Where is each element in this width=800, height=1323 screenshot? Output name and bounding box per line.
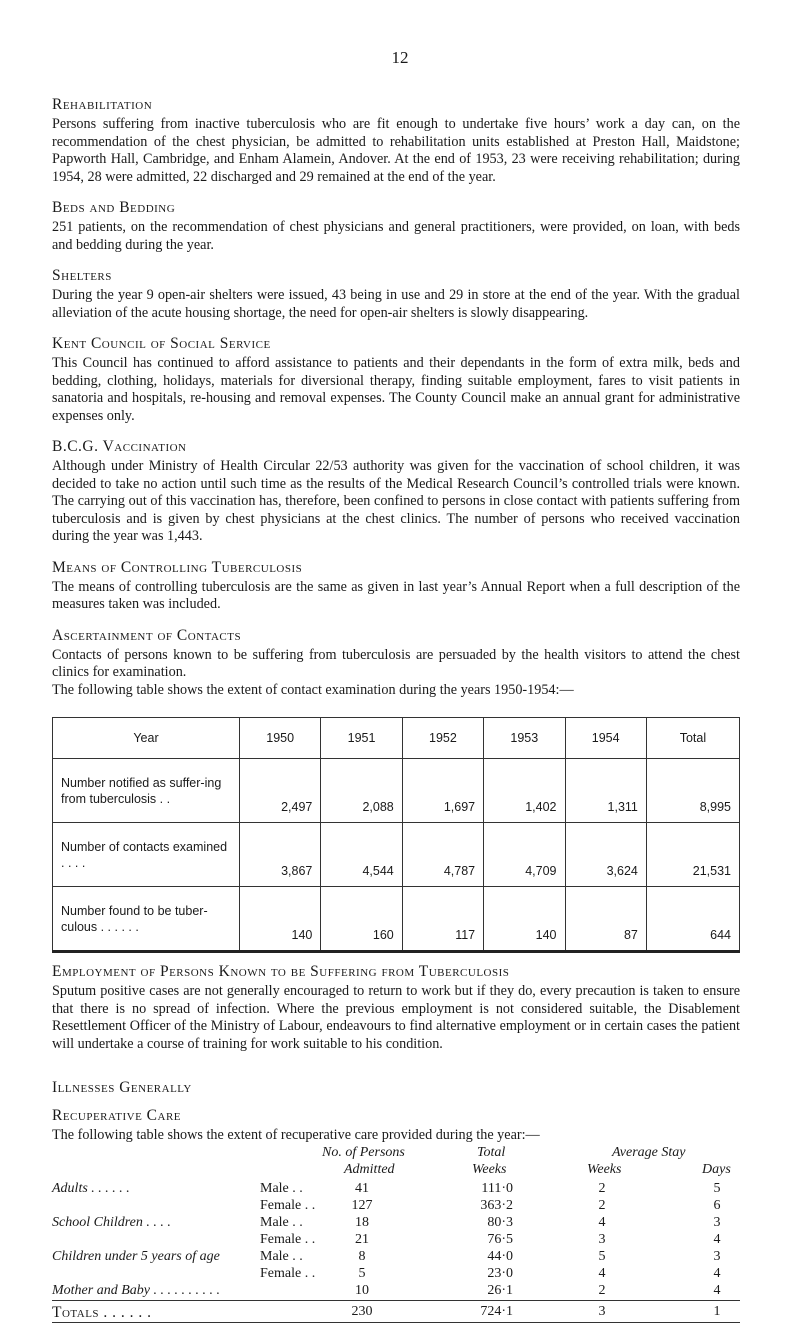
col-header-weeks: Weeks [472, 1161, 507, 1177]
row-avg-weeks: 2 [598, 1180, 606, 1196]
table-cell: 2,497 [240, 759, 321, 823]
section-heading: Shelters [52, 267, 112, 284]
row-avg-days: 3 [713, 1214, 721, 1230]
section-heading: Beds and Bedding [52, 199, 176, 216]
table-header-1952: 1952 [402, 718, 483, 759]
section-heading: Means of Controlling Tuberculosis [52, 558, 303, 576]
totals-persons: 230 [351, 1303, 373, 1319]
col-header-average-stay: Average Stay [612, 1144, 686, 1160]
row-total-weeks: 111·0 [481, 1180, 513, 1196]
row-avg-days: 5 [713, 1180, 721, 1196]
table-cell: 2,088 [321, 759, 402, 823]
row-label: Number found to be tuber-culous . . . . . . [53, 887, 240, 952]
row-total-weeks: 44·0 [487, 1248, 513, 1264]
section-recuperative-care [52, 1107, 740, 1322]
recuperative-table [52, 1145, 740, 1322]
row-category: Adults . . . . . . [52, 1180, 130, 1196]
section-text-table-intro: The following table shows the extent of contact examination during the years 1950-1954:— [52, 681, 574, 698]
table-row [53, 887, 740, 952]
table-row [52, 1249, 740, 1266]
row-avg-weeks: 3 [598, 1231, 606, 1247]
table-cell: 3,867 [240, 823, 321, 887]
section-ascertainment-of-contacts [52, 627, 740, 700]
totals-row [52, 1300, 740, 1322]
totals-weeks: 724·1 [480, 1303, 513, 1319]
section-rehabilitation [52, 96, 740, 186]
row-sex: Male . . [260, 1180, 303, 1196]
col-header-persons: No. of Persons [322, 1144, 405, 1160]
table-row [52, 1215, 740, 1232]
table-row [52, 1198, 740, 1215]
table-cell: 87 [565, 887, 646, 952]
col-header-avg-days: Days [702, 1161, 731, 1177]
table-cell: 117 [402, 887, 483, 952]
table-header-1951: 1951 [321, 718, 402, 759]
page-number: 12 [391, 48, 409, 67]
row-sex: Female . . [260, 1231, 316, 1247]
row-avg-days: 4 [713, 1282, 721, 1298]
table-row [53, 759, 740, 823]
section-kent-council [52, 335, 740, 425]
table-cell: 1,697 [402, 759, 483, 823]
table-row [52, 1266, 740, 1283]
row-avg-weeks: 5 [598, 1248, 606, 1264]
totals-label: Totals . . . . . . [52, 1303, 152, 1321]
row-total-weeks: 26·1 [487, 1282, 513, 1298]
table-header-1950: 1950 [240, 718, 321, 759]
row-sex: Male . . [260, 1214, 303, 1230]
table-cell: 8,995 [646, 759, 739, 823]
table-cell: 1,402 [484, 759, 565, 823]
row-sex: Female . . [260, 1197, 316, 1213]
totals-top-rule [52, 1300, 740, 1301]
table-cell: 140 [484, 887, 565, 952]
table-row [53, 823, 740, 887]
table-cell: 3,624 [565, 823, 646, 887]
illnesses-heading: Illnesses Generally [52, 1079, 192, 1096]
row-label: Number notified as suffer-ing from tuberculosis . . [53, 759, 240, 823]
table-cell: 21,531 [646, 823, 739, 887]
row-avg-weeks: 4 [598, 1265, 606, 1281]
table-cell: 4,787 [402, 823, 483, 887]
section-heading: Recuperative Care [52, 1107, 181, 1124]
section-text: Contacts of persons known to be suffering from tuberculosis are persuaded by the health visitors to attend the chest clinics for examination. [52, 646, 740, 680]
table-row [52, 1181, 740, 1198]
section-employment [52, 963, 740, 1053]
section-means-of-controlling [52, 559, 740, 614]
row-persons: 21 [355, 1231, 369, 1247]
page-content [52, 96, 740, 1322]
recuperative-table-header [52, 1145, 740, 1181]
row-avg-days: 4 [713, 1231, 721, 1247]
row-persons: 41 [355, 1180, 369, 1196]
row-persons: 18 [355, 1214, 369, 1230]
section-shelters [52, 267, 740, 322]
section-text: 251 patients, on the recommendation of chest physicians and general practitioners, were provided, on loan, with beds and bedding during the year. [52, 219, 740, 253]
section-heading: Rehabilitation [52, 96, 153, 113]
row-category: School Children . . . . [52, 1214, 171, 1230]
table-header-total: Total [646, 718, 739, 759]
col-header-admitted: Admitted [344, 1161, 395, 1177]
row-total-weeks: 363·2 [480, 1197, 513, 1213]
section-text: The following table shows the extent of recuperative care provided during the year:— [52, 1127, 540, 1143]
col-header-total: Total [477, 1144, 506, 1160]
section-bcg-vaccination [52, 438, 740, 546]
section-text: This Council has continued to afford assistance to patients and their dependants in the form of extra milk, beds and bedding, clothing, holidays, materials for diversional therapy, finding suitable employment, fares to visit patients in sanatoria and hospitals, re-housing and removal expenses. The County Council make an annual grant for administrative expenses only. [52, 355, 740, 424]
section-text: Although under Ministry of Health Circular 22/53 authority was given for the vaccination of school children, it was decided to take no action until such time as the results of the Medical Research Council’s controlled trials were known. The carrying out of this vaccination has, therefore, been confined to persons in close contact with patients suffering from tuberculosis and is given by chest physicians at the chest clinics. The number of persons who received vaccination during the year was 1,443. [52, 458, 740, 544]
row-total-weeks: 76·5 [487, 1231, 513, 1247]
row-category: Children under 5 years of age [52, 1248, 220, 1264]
row-persons: 8 [358, 1248, 366, 1264]
section-heading: Kent Council of Social Service [52, 335, 271, 352]
table-row [52, 1283, 740, 1300]
table-header-1953: 1953 [484, 718, 565, 759]
table-cell: 140 [240, 887, 321, 952]
row-avg-weeks: 4 [598, 1214, 606, 1230]
row-avg-days: 4 [713, 1265, 721, 1281]
table-cell: 160 [321, 887, 402, 952]
row-category: Mother and Baby . . . . . . . . . . [52, 1282, 220, 1298]
table-row [52, 1232, 740, 1249]
section-heading: Employment of Persons Known to be Suffering from Tuberculosis [52, 963, 510, 980]
row-persons: 5 [358, 1265, 366, 1281]
row-avg-weeks: 2 [598, 1197, 606, 1213]
row-total-weeks: 80·3 [487, 1214, 513, 1230]
section-beds-and-bedding [52, 199, 740, 254]
totals-avg-weeks: 3 [598, 1303, 606, 1319]
row-persons: 127 [351, 1197, 373, 1213]
col-header-avg-weeks: Weeks [587, 1161, 622, 1177]
table-header-year: Year [53, 718, 240, 759]
row-total-weeks: 23·0 [487, 1265, 513, 1281]
section-text: During the year 9 open-air shelters were issued, 43 being in use and 29 in store at the end of the year. With the gradual alleviation of the acute housing shortage, the need for open-air shelters is slowly disappearing. [52, 287, 740, 321]
recuperative-rows [52, 1181, 740, 1300]
row-avg-weeks: 2 [598, 1282, 606, 1298]
row-persons: 10 [355, 1282, 369, 1298]
row-sex: Female . . [260, 1265, 316, 1281]
row-avg-days: 3 [713, 1248, 721, 1264]
table-cell: 4,544 [321, 823, 402, 887]
contacts-table [52, 717, 740, 953]
section-text: The means of controlling tuberculosis are the same as given in last year’s Annual Report when a full description of the measures taken was included. [52, 578, 740, 612]
row-label: Number of contacts examined . . . . [53, 823, 240, 887]
totals-avg-days: 1 [713, 1303, 721, 1319]
table-cell: 1,311 [565, 759, 646, 823]
table-cell: 644 [646, 887, 739, 952]
section-heading: Ascertainment of Contacts [52, 626, 242, 644]
section-text: Sputum positive cases are not generally encouraged to return to work but if they do, every precaution is taken to ensure that there is no spread of infection. Where the previous employment is not considered suitable, the Disablement Resettlement Officer of the Ministry of Labour, endeavours to find alternative employment or in certain cases the patient will undertake a course of training for work suitable to his condition. [52, 983, 740, 1052]
table-header-row [53, 718, 740, 759]
row-sex: Male . . [260, 1248, 303, 1264]
section-heading: B.C.G. Vaccination [52, 438, 187, 455]
section-text: Persons suffering from inactive tuberculosis who are fit enough to undertake five hours’ work a day can, on the recommendation of the chest physician, be admitted to rehabilitation units established at Preston Hall, Maidstone; Papworth Hall, Cambridge, and Enham Alamein, Andover. At the end of 1953, 23 were receiving rehabilitation; during 1954, 28 were admitted, 22 discharged and 29 remained at the end of the year. [52, 116, 740, 185]
table-header-1954: 1954 [565, 718, 646, 759]
row-avg-days: 6 [713, 1197, 721, 1213]
table-cell: 4,709 [484, 823, 565, 887]
